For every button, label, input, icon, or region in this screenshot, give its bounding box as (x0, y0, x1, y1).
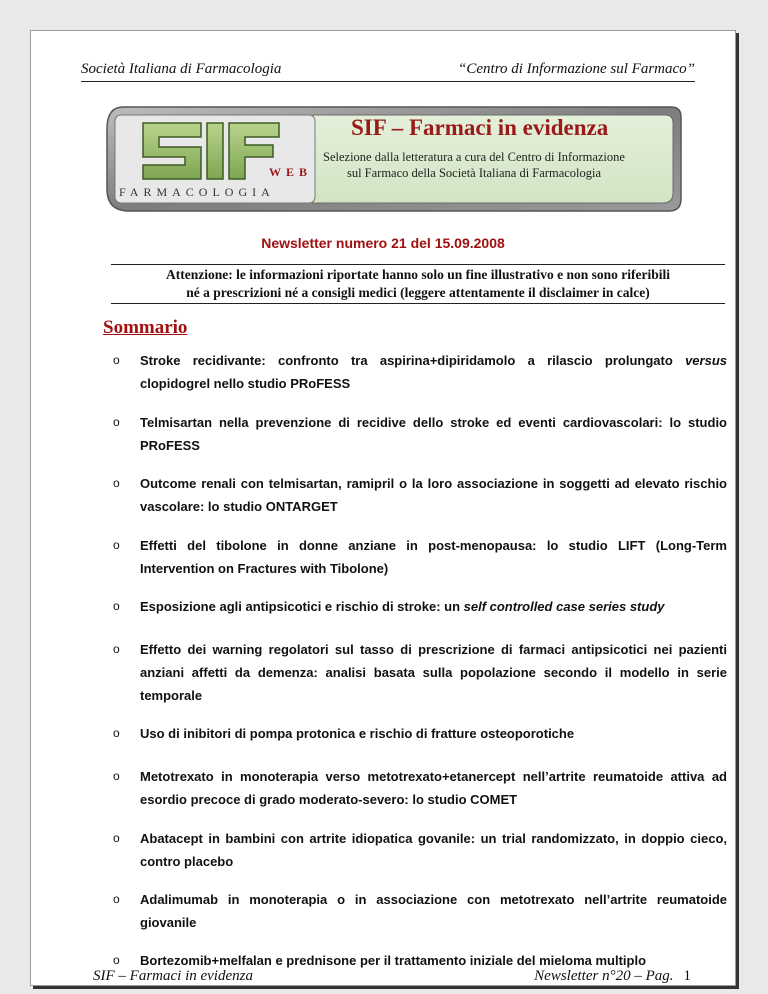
sommario-item-text (140, 765, 727, 811)
document-page (30, 30, 736, 986)
sif-banner (103, 101, 685, 219)
sommario-item (113, 595, 727, 618)
item-text-part: Telmisartan nella prevenzione di recidive dello stroke ed eventi cardiovascolari: lo studio PRoFESS (140, 415, 727, 453)
item-text-part: Effetti del tibolone in donne anziane in post-menopausa: lo studio LIFT (Long-Term Intervention on Fractures with Tibolone) (140, 538, 727, 576)
sommario-item (113, 638, 727, 707)
page-number: 1 (683, 968, 691, 984)
bullet-icon: o (113, 769, 120, 783)
disclaimer-line: né a prescrizioni né a consigli medici (leggere attentamente il disclaimer in calce) (186, 285, 650, 300)
sommario-item-text (140, 722, 727, 745)
bullet-icon: o (113, 642, 120, 656)
sommario-item (113, 472, 727, 518)
item-text-part: Outcome renali con telmisartan, ramipril o la loro associazione in soggetti ad elevato rischio vascolare: lo studio ONTARGET (140, 476, 727, 514)
banner-subtitle-line: Selezione dalla letteratura a cura del Centro di Informazione (323, 150, 625, 164)
disclaimer-line: Attenzione: le informazioni riportate hanno solo un fine illustrativo e non sono riferibili (166, 267, 670, 282)
item-text-emphasis: versus (685, 353, 727, 368)
item-text-part: clopidogrel nello studio PRoFESS (140, 376, 351, 391)
item-text-part: Bortezomib+melfalan e prednisone per il trattamento iniziale del mieloma multiplo (140, 953, 647, 968)
item-text-part: Abatacept in bambini con artrite idiopatica govanile: un trial randomizzato, in doppio cieco, contro placebo (140, 831, 727, 869)
item-text-part: Stroke recidivante: confronto tra aspirina+dipiridamolo a rilascio prolungato (140, 353, 686, 368)
bullet-icon: o (113, 892, 120, 906)
bullet-icon: o (113, 953, 120, 967)
footer-right-group (534, 968, 691, 985)
header-right: “Centro di Informazione sul Farmaco” (458, 61, 695, 77)
bullet-icon: o (113, 415, 120, 429)
footer-left: SIF – Farmaci in evidenza (93, 968, 253, 984)
running-footer (93, 968, 691, 985)
logo-web-text: WEB (269, 165, 313, 179)
sommario-item (113, 534, 727, 580)
item-text-part: Esposizione agli antipsicotici e rischio di stroke: un (140, 599, 464, 614)
sommario-item (113, 827, 727, 873)
sommario-item (113, 888, 727, 934)
item-text-part: Adalimumab in monoterapia o in associazione con metotrexato nell’artrite reumatoide giovanile (140, 892, 727, 930)
sommario-item-text (140, 595, 727, 618)
sommario-item (113, 349, 727, 395)
sommario-item (113, 765, 727, 811)
sommario-item (113, 411, 727, 457)
item-text-part: Effetto dei warning regolatori sul tasso di prescrizione di farmaci antipsicotici nei pazienti anziani affetti da demenza: analisi basata sulla popolazione secondo il modello in serie temporale (140, 642, 727, 703)
disclaimer-box (111, 264, 725, 304)
banner-subtitle-line: sul Farmaco della Società Italiana di Farmacologia (346, 166, 602, 180)
bullet-icon: o (113, 831, 120, 845)
sommario-item-text (140, 411, 727, 457)
sommario-item-text (140, 534, 727, 580)
sommario-item (113, 722, 727, 745)
bullet-icon: o (113, 538, 120, 552)
banner-subtitle (319, 149, 629, 181)
sommario-item-text (140, 827, 727, 873)
banner-title: SIF – Farmaci in evidenza (351, 115, 609, 140)
logo-farmacologia-text: FARMACOLOGIA (119, 185, 275, 199)
sommario-item-text (140, 638, 727, 707)
sommario-heading: Sommario (103, 317, 188, 338)
item-text-emphasis: self controlled case series study (463, 599, 665, 614)
footer-right: Newsletter n°20 – Pag. (534, 968, 674, 984)
running-header (81, 61, 695, 82)
item-text-part: Uso di inibitori di pompa protonica e rischio di fratture osteoporotiche (140, 726, 575, 741)
bullet-icon: o (113, 353, 120, 367)
sommario-item-text (140, 472, 727, 518)
bullet-icon: o (113, 726, 120, 740)
sommario-item-text (140, 888, 727, 934)
sommario-item-text (140, 349, 727, 395)
item-text-part: Metotrexato in monoterapia verso metotrexato+etanercept nell’artrite reumatoide attiva ad esordio precoce di grado moderato-severo: lo studio COMET (140, 769, 727, 807)
newsletter-heading: Newsletter numero 21 del 15.09.2008 (261, 235, 505, 251)
bullet-icon: o (113, 476, 120, 490)
header-left: Società Italiana di Farmacologia (81, 61, 282, 77)
bullet-icon: o (113, 599, 120, 613)
